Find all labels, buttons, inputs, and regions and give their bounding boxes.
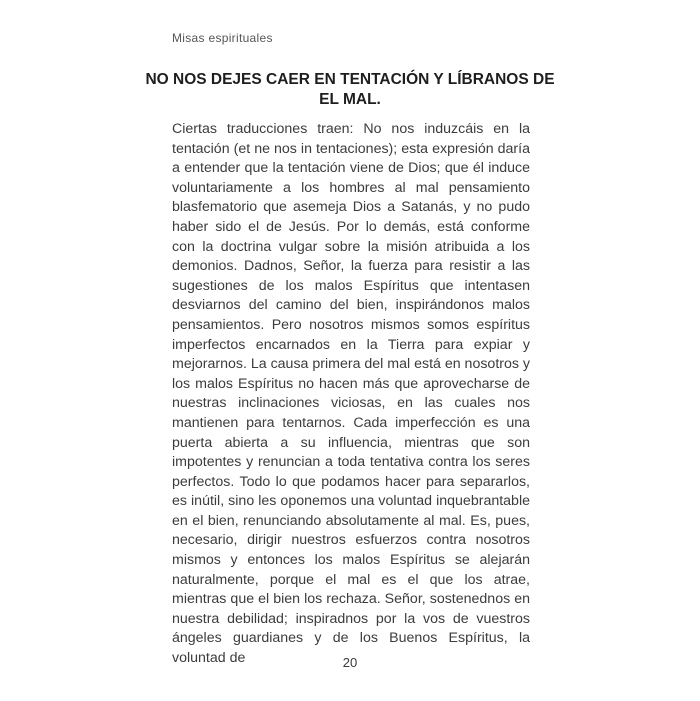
section-title: NO NOS DEJES CAER EN TENTACIÓN Y LÍBRANOS DE EL MAL. bbox=[145, 71, 555, 108]
page-number: 20 bbox=[342, 655, 358, 670]
body-paragraph: Ciertas traducciones traen: No nos induzcáis en la tentación (et ne nos in tentaciones); esta expresión daría a entender que la tentación viene de Dios; que él induce voluntariamente a los hombres al mal pensamiento blasfematorio que asemeja Dios a Satanás, y no pudo haber sido el de Jesús. Por lo demás, está conforme con la doctrina vulgar sobre la misión atribuida a los demonios. Dadnos, Señor, la fuerza para resistir a las sugestiones de los malos Espíritus que intentasen desviarnos del camino del bien, inspirándonos malos pensamientos. Pero nosotros mismos somos espíritus imperfectos encarnados en la Tierra para expiar y mejorarnos. La causa primera del mal está en nosotros y los malos Espíritus no hacen más que aprovecharse de nuestras inclinaciones viciosas, en las cuales nos mantienen para tentarnos. Cada imperfección es una puerta abierta a su influencia, mientras que son impotentes y renuncian a toda tentativa contra los seres perfectos. Todo lo que podamos hacer para separarlos, es inútil, sino les oponemos una voluntad inquebrantable en el bien, renunciando absolutamente al mal. Es, pues, necesario, dirigir nuestros esfuerzos contra nosotros mismos y entonces los malos Espíritus se alejarán naturalmente, porque el mal es el que los atrae, mientras que el bien los rechaza. Señor, sostenednos en nuestra debilidad; inspiradnos por la vos de vuestros ángeles guardianes y de los Buenos Espíritus, la voluntad de bbox=[172, 121, 531, 667]
running-header: Misas espirituales bbox=[172, 31, 273, 45]
